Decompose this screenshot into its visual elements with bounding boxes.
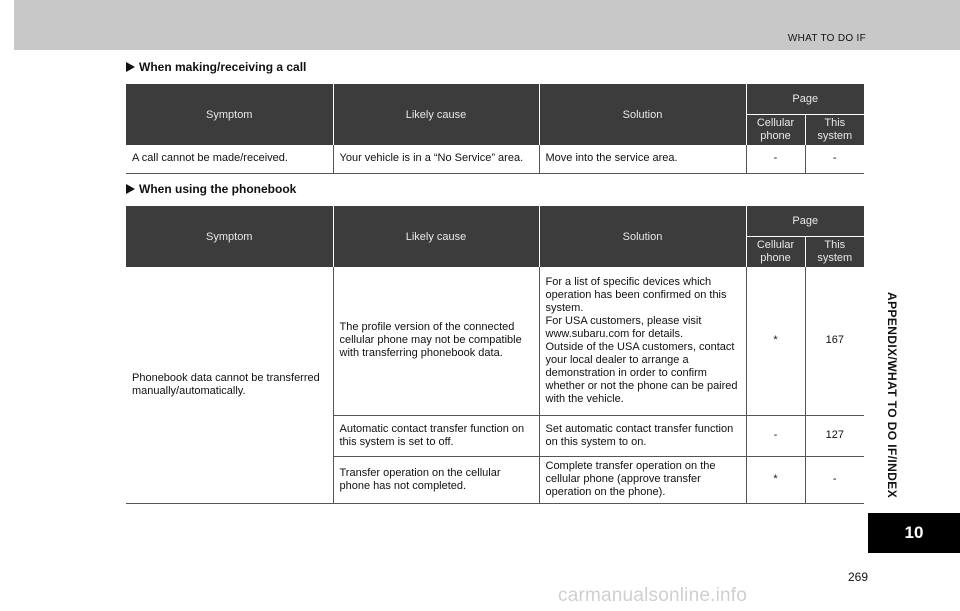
section-title-phonebook-text: When using the phonebook [139, 182, 297, 196]
cell-solution: For a list of specific devices which operation has been confirmed on this system. For USA customers, please visit www.subaru.com for details. Outside of the USA customers, contact your local dealer to arrange a demonstration in order to confirm whether or not the phone can be paired with the vehicle. [539, 267, 746, 415]
col-header-system: This system [805, 236, 864, 267]
cell-cellular: * [746, 267, 805, 415]
side-tab-label: APPENDIX/WHAT TO DO IF/INDEX [885, 291, 899, 499]
col-header-solution: Solution [539, 84, 746, 145]
table-row [126, 145, 864, 173]
triangle-bullet-icon [126, 184, 135, 194]
chapter-number-tab: 10 [868, 513, 960, 553]
watermark-logo: carmanualsonline.info [558, 585, 748, 606]
cell-cause: Automatic contact transfer function on this system is set to off. [333, 415, 539, 456]
col-header-page: Page [746, 84, 864, 114]
col-header-cause: Likely cause [333, 84, 539, 145]
col-header-symptom: Symptom [126, 84, 333, 145]
cell-system: 167 [805, 267, 864, 415]
call-table [126, 84, 864, 174]
phonebook-table [126, 206, 864, 504]
cell-solution: Move into the service area. [539, 145, 746, 173]
section-title-call [126, 60, 306, 74]
chapter-header: WHAT TO DO IF [787, 33, 866, 44]
cell-cause: The profile version of the connected cellular phone may not be compatible with transferring phonebook data. [333, 267, 539, 415]
cell-solution: Set automatic contact transfer function on this system to on. [539, 415, 746, 456]
cell-cause: Transfer operation on the cellular phone has not completed. [333, 456, 539, 503]
col-header-cellular: Cellular phone [746, 114, 805, 145]
cell-system: - [805, 456, 864, 503]
col-header-cause: Likely cause [333, 206, 539, 267]
page-number: 269 [847, 570, 868, 584]
section-title-phonebook [126, 182, 296, 196]
cell-cellular: * [746, 456, 805, 503]
cell-system: 127 [805, 415, 864, 456]
col-header-solution: Solution [539, 206, 746, 267]
cell-solution: Complete transfer operation on the cellular phone (approve transfer operation on the phone). [539, 456, 746, 503]
triangle-bullet-icon [126, 62, 135, 72]
col-header-page: Page [746, 206, 864, 236]
table-row [126, 267, 864, 415]
cell-system: - [805, 145, 864, 173]
section-title-call-text: When making/receiving a call [139, 60, 307, 74]
col-header-cellular: Cellular phone [746, 236, 805, 267]
cell-cause: Your vehicle is in a “No Service” area. [333, 145, 539, 173]
cell-symptom: Phonebook data cannot be transferred manually/automatically. [126, 267, 333, 503]
col-header-symptom: Symptom [126, 206, 333, 267]
cell-cellular: - [746, 415, 805, 456]
cell-symptom: A call cannot be made/received. [126, 145, 333, 173]
col-header-system: This system [805, 114, 864, 145]
cell-cellular: - [746, 145, 805, 173]
